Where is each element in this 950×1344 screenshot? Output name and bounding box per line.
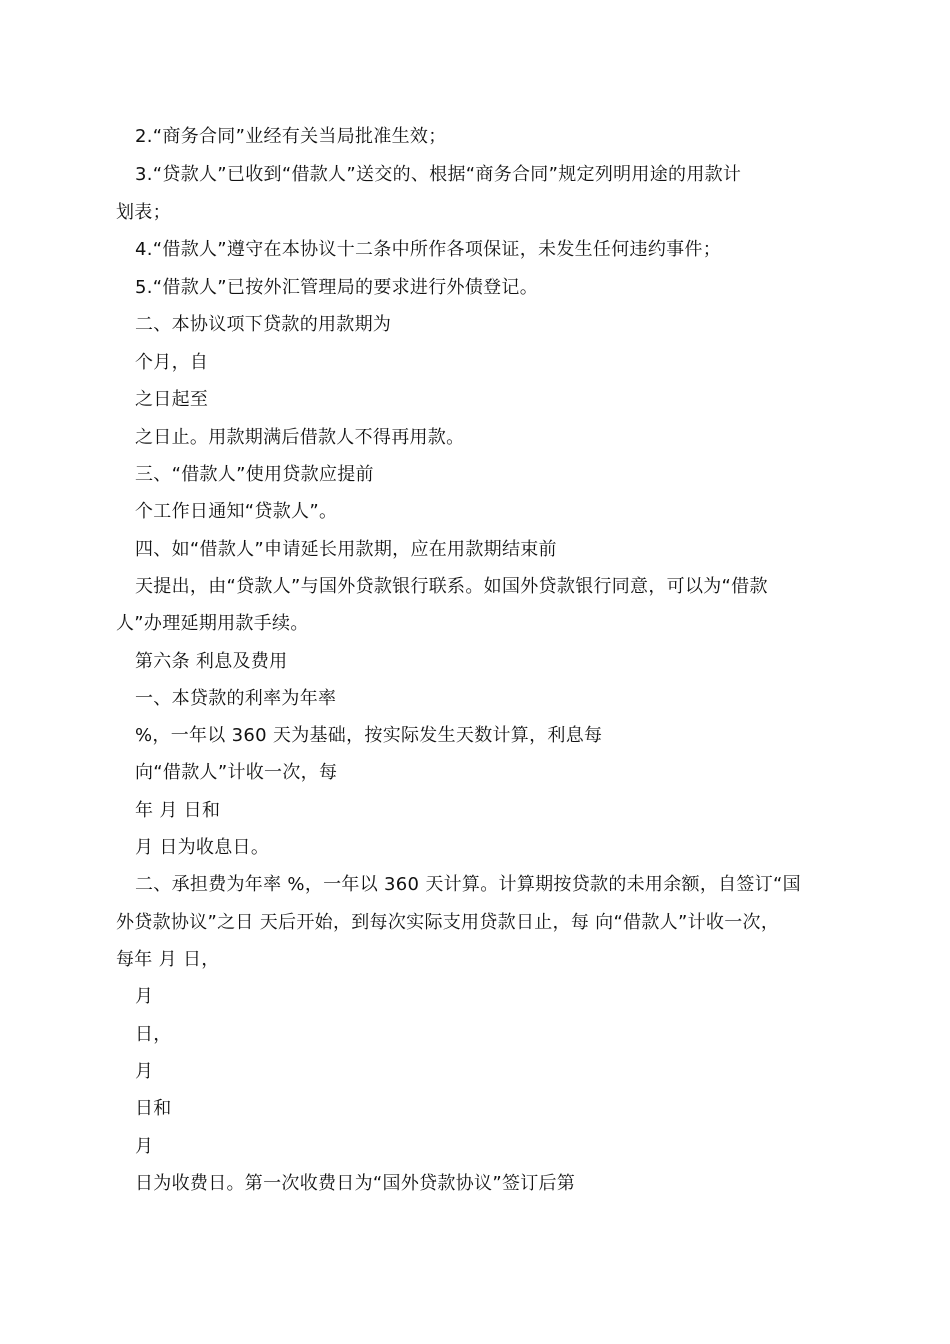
clause-item-3: 3.“贷款人”已收到“借款人”送交的、根据“商务合同”规定列明用途的用款计 <box>135 164 742 185</box>
clause-item-4: 4.“借款人”遵守在本协议十二条中所作各项保证，未发生任何违约事件； <box>135 239 722 260</box>
article-6-item-2-cont: 外贷款协议”之日 天后开始，到每次实际支用贷款日止，每 向“借款人”计收一次， <box>116 912 780 933</box>
section-4-line-cont: 人”办理延期用款手续。 <box>116 613 309 634</box>
section-4-line: 天提出，由“贷款人”与国外贷款银行联系。如国外贷款银行同意，可以为“借款 <box>135 576 768 597</box>
article-6-item-2-line: 月 <box>135 1136 154 1157</box>
article-6-item-2-line: 日， <box>135 1024 172 1045</box>
clause-item-5: 5.“借款人”已按外汇管理局的要求进行外债登记。 <box>135 277 539 298</box>
article-6-item-2-line: 日为收费日。第一次收费日为“国外贷款协议”签订后第 <box>135 1173 576 1194</box>
clause-item-3-cont: 划表； <box>116 202 171 223</box>
article-6-item-2: 二、承担费为年率 %，一年以 360 天计算。计算期按贷款的未用余额，自签订“国 <box>135 874 801 895</box>
clause-item-2: 2.“商务合同”业经有关当局批准生效； <box>135 126 447 147</box>
article-6-item-2-line: 月 <box>135 1061 154 1082</box>
section-3-line: 个工作日通知“贷款人”。 <box>135 501 338 522</box>
article-6-item-1-line: 向“借款人”计收一次，每 <box>135 762 338 783</box>
article-6-item-1-line: 年 月 日和 <box>135 800 221 821</box>
section-2-line: 个月，自 <box>135 352 209 373</box>
article-6-item-2-cont: 每年 月 日， <box>116 949 220 970</box>
section-2-line: 之日起至 <box>135 389 209 410</box>
article-6-title: 第六条 利息及费用 <box>135 651 288 672</box>
article-6-item-2-line: 月 <box>135 986 154 1007</box>
article-6-item-1-line: %，一年以 360 天为基础，按实际发生天数计算，利息每 <box>135 725 603 746</box>
article-6-item-2-line: 日和 <box>135 1098 172 1119</box>
section-2-heading: 二、本协议项下贷款的用款期为 <box>135 314 392 335</box>
section-4-heading: 四、如“借款人”申请延长用款期，应在用款期结束前 <box>135 539 557 560</box>
section-2-line: 之日止。用款期满后借款人不得再用款。 <box>135 427 465 448</box>
section-3-heading: 三、“借款人”使用贷款应提前 <box>135 464 374 485</box>
article-6-item-1-line: 月 日为收息日。 <box>135 837 270 858</box>
article-6-item-1: 一、本贷款的利率为年率 <box>135 688 337 709</box>
